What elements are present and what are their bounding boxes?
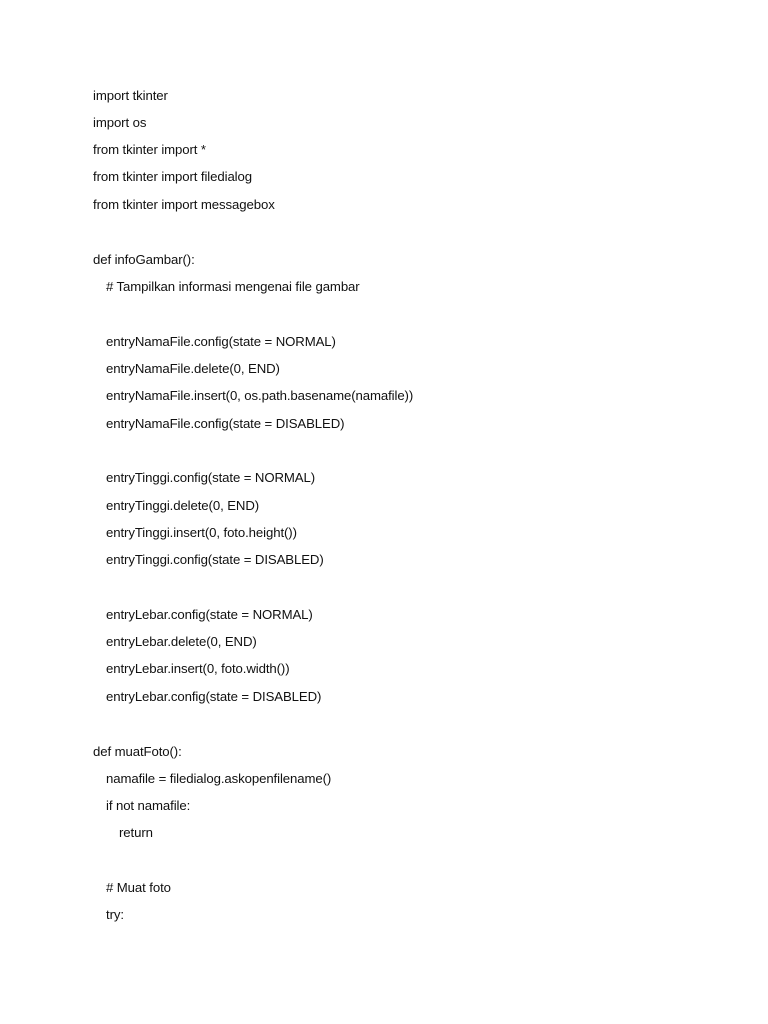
code-line: import os (93, 115, 147, 130)
code-line: from tkinter import * (93, 142, 206, 157)
code-line: import tkinter (93, 88, 168, 103)
code-line: entryTinggi.config(state = NORMAL) (106, 470, 316, 485)
code-line: from tkinter import filedialog (93, 169, 252, 184)
code-line: def infoGambar(): (93, 252, 195, 267)
code-comment: # Muat foto (106, 880, 171, 895)
code-line: from tkinter import messagebox (93, 197, 275, 212)
code-line: entryLebar.insert(0, foto.width()) (106, 661, 290, 676)
code-line: entryLebar.delete(0, END) (106, 634, 257, 649)
code-line: if not namafile: (106, 798, 191, 813)
code-line: entryNamaFile.config(state = DISABLED) (106, 416, 345, 431)
code-line: entryNamaFile.config(state = NORMAL) (106, 334, 336, 349)
code-line: entryTinggi.config(state = DISABLED) (106, 552, 324, 567)
code-line: entryNamaFile.insert(0, os.path.basename(namafile)) (106, 388, 414, 403)
code-line: entryLebar.config(state = NORMAL) (106, 607, 313, 622)
code-line: return (119, 825, 153, 840)
code-line: entryTinggi.delete(0, END) (106, 498, 260, 513)
code-line: def muatFoto(): (93, 744, 182, 759)
code-line: entryLebar.config(state = DISABLED) (106, 689, 322, 704)
code-line: entryTinggi.insert(0, foto.height()) (106, 525, 297, 540)
code-line: try: (106, 907, 124, 922)
code-line: namafile = filedialog.askopenfilename() (106, 771, 332, 786)
code-comment: # Tampilkan informasi mengenai file gambar (106, 279, 360, 294)
code-line: entryNamaFile.delete(0, END) (106, 361, 280, 376)
